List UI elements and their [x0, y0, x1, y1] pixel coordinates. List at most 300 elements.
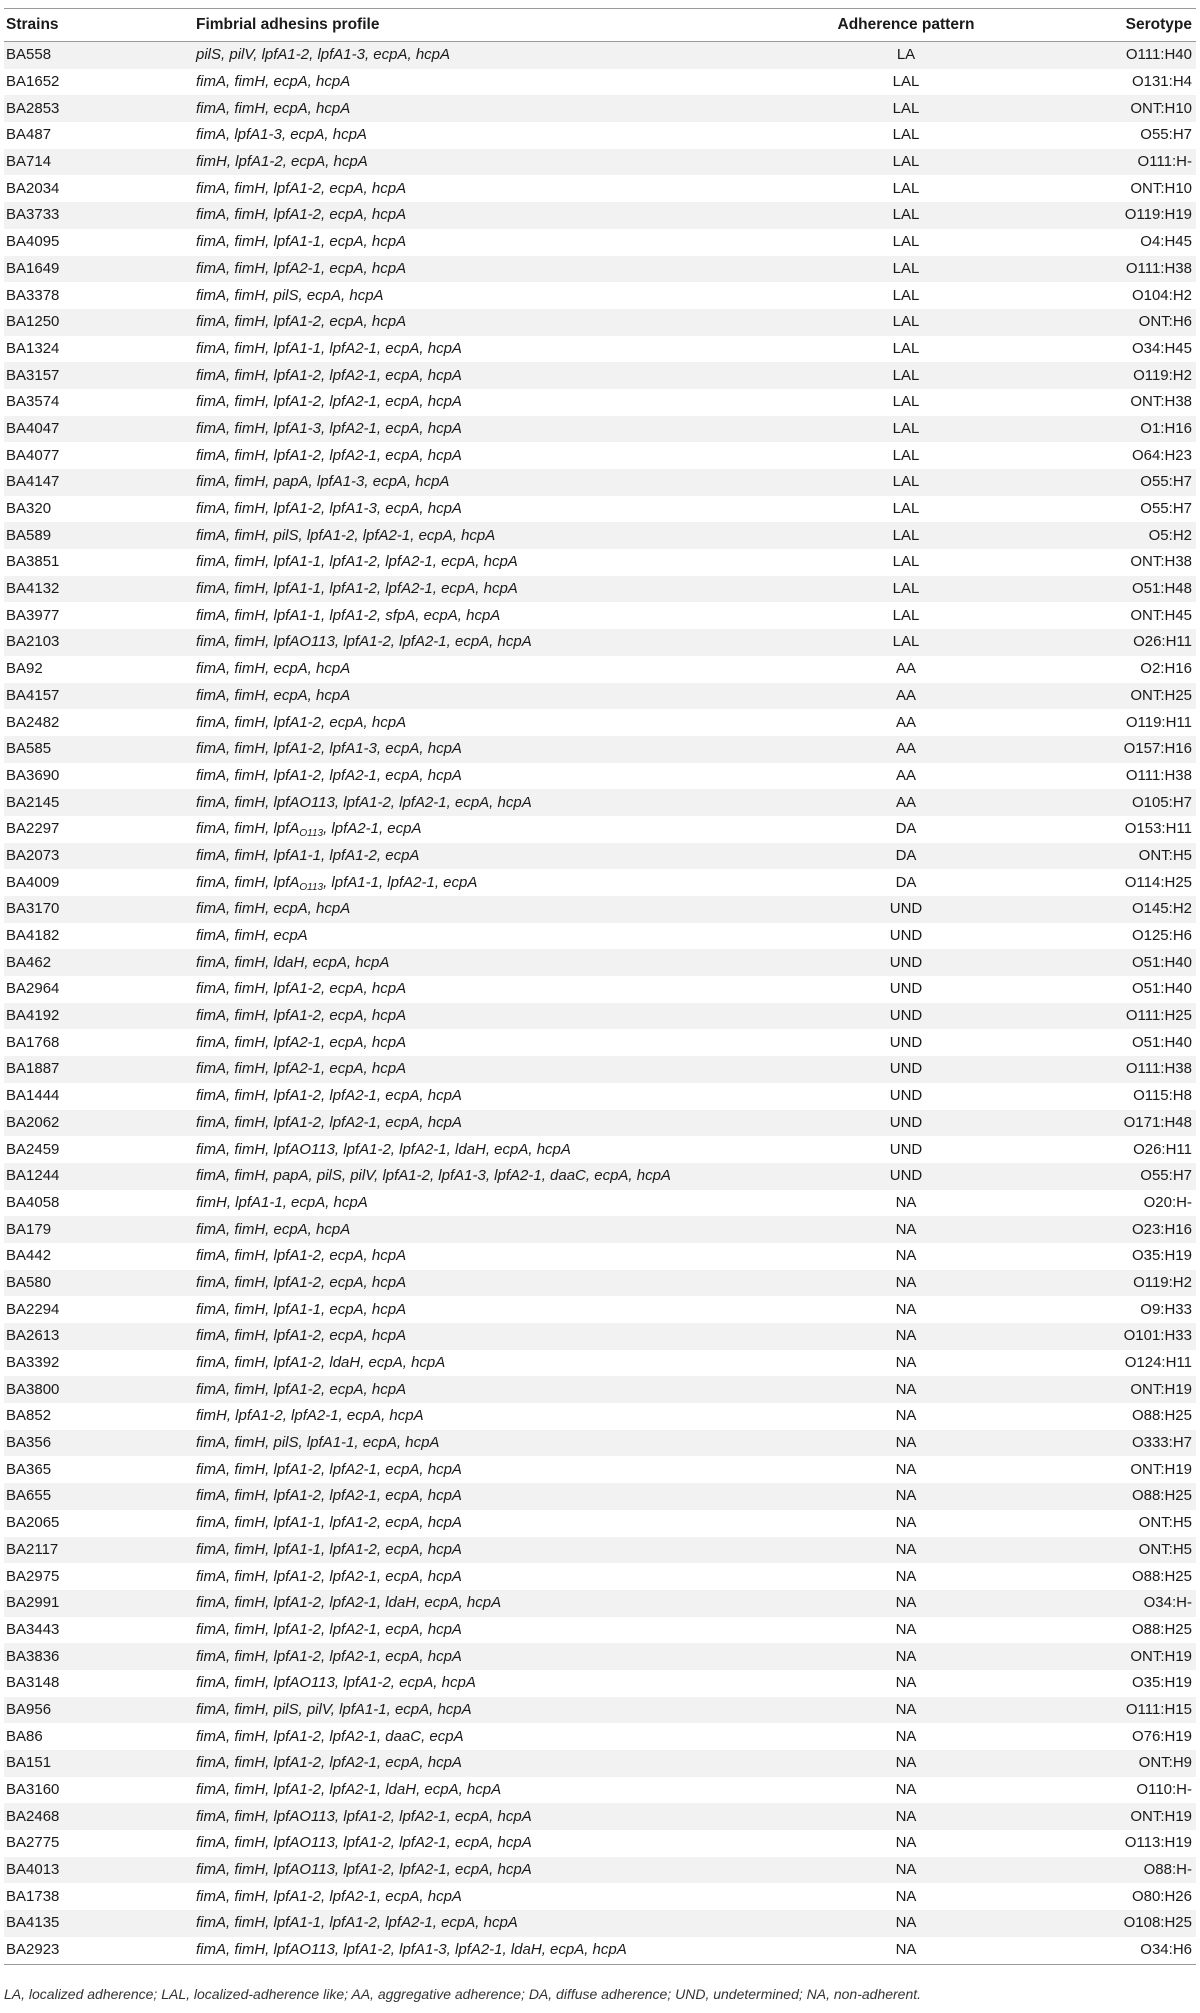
cell-strain: BA1250: [4, 309, 196, 336]
cell-profile: fimA, fimH, lpfA1-2, lpfA2-1, ecpA, hcpA: [196, 1087, 462, 1105]
cell-strain: BA2613: [4, 1323, 196, 1350]
table-row: [4, 1830, 1196, 1857]
cell-pattern: NA: [895, 1887, 917, 1905]
cell-strain: BA4182: [6, 927, 60, 945]
cell-strain: BA3836: [4, 1643, 196, 1670]
cell-profile: fimA, fimH, lpfA1-1, ecpA, hcpA: [196, 233, 407, 251]
cell-serotype: O88:H25: [1131, 1620, 1192, 1638]
cell-profile: fimA, fimH, lpfA1-1, lpfA1-2, ecpA, hcpA: [196, 1537, 756, 1564]
cell-profile: fimA, fimH, lpfA1-2, ecpA, hcpA: [196, 1247, 407, 1265]
cell-pattern: NA: [756, 1376, 1056, 1403]
cell-strain: BA2145: [4, 789, 196, 816]
cell-serotype: O88:H25: [1131, 1407, 1192, 1425]
cell-serotype: O111:H38: [1125, 766, 1192, 784]
cell-pattern: AA: [895, 713, 916, 731]
cell-profile: fimA, fimH, lpfA1-1, lpfA1-2, lpfA2-1, ecpA, hcpA: [196, 553, 518, 571]
cell-profile: fimA, fimH, lpfA1-2, ldaH, ecpA, hcpA: [196, 1354, 446, 1372]
cell-serotype: O88:H25: [1056, 1483, 1196, 1510]
cell-pattern: UND: [889, 927, 923, 945]
table-row: [4, 923, 1196, 950]
cell-serotype: ONT:H5: [1056, 1537, 1196, 1564]
table-row: [4, 1270, 1196, 1297]
cell-profile: fimA, fimH, lpfA1-2, ecpA, hcpA: [196, 1376, 756, 1403]
cell-strain: BA4157: [4, 683, 196, 710]
cell-serotype: O55:H7: [1056, 1163, 1196, 1190]
cell-profile: fimA, fimH, lpfA1-2, ecpA, hcpA: [196, 202, 756, 229]
cell-pattern: NA: [895, 1567, 917, 1585]
cell-profile: fimH, lpfA1-2, lpfA2-1, ecpA, hcpA: [196, 1407, 424, 1425]
cell-pattern: NA: [756, 1910, 1056, 1937]
cell-profile: fimA, fimH, lpfA1-2, lpfA2-1, ecpA, hcpA: [196, 1110, 756, 1137]
cell-pattern: LAL: [756, 95, 1056, 122]
cell-serotype: O76:H19: [1131, 1727, 1192, 1745]
cell-pattern: NA: [756, 1590, 1056, 1617]
cell-profile: fimA, fimH, lpfAO113, lpfA1-2, lpfA1-3, lpfA2-1, ldaH, ecpA, hcpA: [196, 1937, 756, 1964]
cell-pattern: NA: [895, 1620, 917, 1638]
cell-strain: BA1244: [4, 1163, 196, 1190]
cell-serotype: O119:H2: [1056, 362, 1196, 389]
table-row: [4, 1670, 1196, 1697]
table-row: [4, 469, 1196, 496]
cell-profile: fimA, fimH, lpfA1-1, lpfA1-2, ecpA: [196, 843, 756, 870]
cell-pattern: UND: [756, 1003, 1056, 1030]
table-row: [4, 976, 1196, 1003]
table-row: [4, 309, 1196, 336]
cell-serotype: O20:H-: [1143, 1193, 1192, 1211]
cell-strain: BA4077: [6, 446, 60, 464]
cell-profile: fimA, fimH, lpfA1-2, ecpA, hcpA: [196, 1003, 756, 1030]
cell-pattern: LA: [756, 42, 1056, 69]
cell-pattern: NA: [756, 1643, 1056, 1670]
cell-serotype: O119:H2: [1056, 1270, 1196, 1297]
table-row: [4, 1483, 1196, 1510]
cell-pattern: NA: [895, 1781, 917, 1799]
table-row: [4, 442, 1196, 469]
cell-pattern: NA: [756, 1323, 1056, 1350]
cell-pattern: NA: [756, 1216, 1056, 1243]
table-row: [4, 843, 1196, 870]
cell-profile: fimA, fimH, pilS, lpfA1-2, lpfA2-1, ecpA, hcpA: [196, 522, 756, 549]
cell-profile: fimA, fimH, lpfAO113, lpfA1-2, lpfA2-1, ecpA, hcpA: [196, 1803, 756, 1830]
table-row: [4, 1216, 1196, 1243]
cell-serotype: ONT:H10: [1130, 179, 1192, 197]
cell-profile: fimA, fimH, lpfAO113, lpfA1-2, lpfA2-1, ldaH, ecpA, hcpA: [196, 1140, 571, 1158]
table-row: [4, 1910, 1196, 1937]
cell-profile: fimA, fimH, lpfA1-2, lpfA1-3, ecpA, hcpA: [196, 500, 462, 518]
cell-strain: BA2117: [4, 1537, 196, 1564]
table-row: [4, 175, 1196, 202]
table-header-row: [4, 9, 1196, 42]
table-row: [4, 69, 1196, 96]
cell-profile: fimA, fimH, lpfAO113, lpfA1-2, lpfA2-1, ecpA, hcpA: [196, 629, 756, 656]
cell-profile: fimA, fimH, lpfA1-2, lpfA1-3, ecpA, hcpA: [196, 736, 756, 763]
cell-pattern: NA: [756, 1697, 1056, 1724]
cell-profile: fimA, fimH, lpfA1-2, lpfA2-1, ecpA, hcpA: [196, 1750, 756, 1777]
cell-pattern: NA: [895, 1247, 917, 1265]
cell-serotype: O110:H-: [1136, 1781, 1192, 1799]
cell-pattern: LAL: [756, 256, 1056, 283]
cell-pattern: NA: [756, 1750, 1056, 1777]
table-row: [4, 122, 1196, 149]
cell-serotype: O108:H25: [1056, 1910, 1196, 1937]
cell-profile: fimA, fimH, lpfA1-2, lpfA2-1, ecpA, hcpA: [196, 1567, 462, 1585]
cell-strain: BA86: [6, 1727, 43, 1745]
cell-strain: BA3148: [6, 1674, 60, 1692]
cell-profile: fimA, fimH, lpfA2-1, ecpA, hcpA: [196, 1033, 407, 1051]
cell-profile: fimA, fimH, lpfA1-1, lpfA2-1, ecpA, hcpA: [196, 339, 462, 357]
cell-serotype: ONT:H9: [1056, 1750, 1196, 1777]
cell-serotype: ONT:H19: [1130, 1460, 1192, 1478]
cell-pattern: LAL: [756, 149, 1056, 176]
cell-serotype: O157:H16: [1056, 736, 1196, 763]
cell-pattern: UND: [889, 980, 923, 998]
cell-profile: fimA, fimH, pilS, pilV, lpfA1-1, ecpA, hcpA: [196, 1697, 756, 1724]
cell-pattern: UND: [756, 896, 1056, 923]
table-row: [4, 1430, 1196, 1457]
cell-strain: BA3690: [6, 766, 60, 784]
cell-strain: BA1652: [6, 73, 60, 91]
cell-strain: BA4013: [4, 1857, 196, 1884]
cell-pattern: NA: [895, 1727, 917, 1745]
header-pattern: Adherence pattern: [756, 9, 1056, 42]
cell-profile: fimA, fimH, lpfA2-1, ecpA, hcpA: [196, 1056, 756, 1083]
cell-serotype: O55:H7: [1140, 500, 1192, 518]
cell-serotype: O51:H40: [1056, 949, 1196, 976]
cell-strain: BA4192: [4, 1003, 196, 1030]
cell-profile: fimA, fimH, lpfA1-2, lpfA2-1, ecpA, hcpA: [196, 1643, 756, 1670]
table-row: [4, 1323, 1196, 1350]
cell-strain: BA4135: [4, 1910, 196, 1937]
cell-pattern: LAL: [756, 576, 1056, 603]
cell-pattern: LAL: [756, 202, 1056, 229]
header-serotype: Serotype: [1056, 9, 1196, 42]
cell-strain: BA3574: [6, 393, 60, 411]
table-row: [4, 1403, 1196, 1430]
cell-serotype: O34:H6: [1056, 1937, 1196, 1964]
cell-profile: fimA, fimH, lpfA1-2, ecpA, hcpA: [196, 980, 407, 998]
cell-pattern: NA: [756, 1803, 1056, 1830]
cell-strain: BA3170: [4, 896, 196, 923]
table-row: [4, 416, 1196, 443]
table-row: [4, 709, 1196, 736]
table-row: [4, 362, 1196, 389]
cell-strain: BA4009: [6, 873, 60, 891]
table-row: [4, 1537, 1196, 1564]
cell-strain: BA3800: [4, 1376, 196, 1403]
cell-profile: fimA, fimH, papA, pilS, pilV, lpfA1-2, lpfA1-3, lpfA2-1, daaC, ecpA, hcpA: [196, 1163, 756, 1190]
cell-serotype: ONT:H45: [1130, 606, 1192, 624]
cell-strain: BA589: [4, 522, 196, 549]
cell-profile: fimA, fimH, lpfA1-2, lpfA2-1, ecpA, hcpA: [196, 1887, 462, 1905]
cell-pattern: UND: [756, 1056, 1056, 1083]
cell-serotype: O145:H2: [1056, 896, 1196, 923]
cell-strain: BA4095: [6, 233, 60, 251]
table-row: [4, 1083, 1196, 1110]
cell-pattern: NA: [756, 1537, 1056, 1564]
cell-profile: fimA, fimH, lpfA$_{O113}$, lpfA1-1, lpfA2-1, ecpA: [196, 873, 478, 893]
cell-profile: fimA, fimH, lpfA1-2, ecpA, hcpA: [196, 1323, 756, 1350]
table-row: [4, 1563, 1196, 1590]
cell-profile: fimA, fimH, lpfA1-2, lpfA2-1, ecpA, hcpA: [196, 1460, 462, 1478]
cell-profile: fimA, fimH, lpfA1-2, lpfA2-1, ecpA, hcpA: [196, 362, 756, 389]
table-row: [4, 602, 1196, 629]
cell-serotype: ONT:H5: [1138, 1514, 1192, 1532]
cell-serotype: O111:H38: [1056, 1056, 1196, 1083]
cell-serotype: O1:H16: [1056, 416, 1196, 443]
cell-profile: fimA, fimH, ecpA: [196, 927, 308, 945]
cell-pattern: NA: [756, 1937, 1056, 1964]
cell-serotype: O171:H48: [1056, 1110, 1196, 1137]
cell-pattern: LAL: [756, 362, 1056, 389]
cell-serotype: O55:H7: [1056, 469, 1196, 496]
table-row: [4, 683, 1196, 710]
cell-serotype: O23:H16: [1056, 1216, 1196, 1243]
fimbrial-adhesins-table: [4, 8, 1196, 1965]
cell-profile: fimA, fimH, lpfA$_{O113}$, lpfA2-1, ecpA: [196, 820, 422, 840]
cell-profile: fimA, fimH, ecpA, hcpA: [196, 95, 756, 122]
table-row: [4, 1643, 1196, 1670]
cell-strain: BA2482: [6, 713, 60, 731]
cell-strain: BA462: [4, 949, 196, 976]
cell-profile: fimA, fimH, ldaH, ecpA, hcpA: [196, 949, 756, 976]
cell-strain: BA2062: [4, 1110, 196, 1137]
cell-pattern: LAL: [892, 126, 920, 144]
cell-pattern: LAL: [892, 553, 920, 571]
table-row: [4, 736, 1196, 763]
cell-strain: BA2468: [4, 1803, 196, 1830]
table-row: [4, 1296, 1196, 1323]
table-row: [4, 389, 1196, 416]
table-row: [4, 522, 1196, 549]
cell-pattern: NA: [895, 1407, 917, 1425]
cell-serotype: O51:H48: [1056, 576, 1196, 603]
cell-pattern: NA: [756, 1483, 1056, 1510]
table-row: [4, 1883, 1196, 1910]
table-row: [4, 763, 1196, 790]
table-row: [4, 1937, 1196, 1964]
table-row: [4, 149, 1196, 176]
table-body: [4, 42, 1196, 1965]
cell-profile: fimA, fimH, ecpA, hcpA: [196, 896, 756, 923]
cell-strain: BA2065: [6, 1514, 60, 1532]
cell-pattern: UND: [756, 1163, 1056, 1190]
cell-profile: fimA, fimH, lpfA2-1, ecpA, hcpA: [196, 256, 756, 283]
cell-pattern: LAL: [892, 500, 920, 518]
cell-pattern: AA: [895, 766, 916, 784]
cell-serotype: O114:H25: [1124, 873, 1192, 891]
cell-pattern: AA: [756, 736, 1056, 763]
cell-strain: BA3977: [6, 606, 60, 624]
cell-profile: fimA, fimH, lpfAO113, lpfA1-2, lpfA2-1, ecpA, hcpA: [196, 1857, 756, 1884]
table-row: [4, 336, 1196, 363]
cell-strain: BA2073: [4, 843, 196, 870]
cell-strain: BA2459: [6, 1140, 60, 1158]
cell-serotype: O105:H7: [1056, 789, 1196, 816]
cell-profile: fimA, lpfA1-3, ecpA, hcpA: [196, 126, 367, 144]
cell-strain: BA2297: [6, 820, 60, 838]
cell-serotype: O5:H2: [1056, 522, 1196, 549]
cell-strain: BA179: [4, 1216, 196, 1243]
cell-strain: BA2775: [6, 1834, 60, 1852]
cell-strain: BA2991: [4, 1590, 196, 1617]
cell-pattern: UND: [756, 949, 1056, 976]
table-row: [4, 656, 1196, 683]
cell-strain: BA365: [6, 1460, 52, 1478]
cell-profile: fimA, fimH, lpfA1-2, lpfA2-1, ecpA, hcpA: [196, 1483, 756, 1510]
cell-pattern: AA: [756, 789, 1056, 816]
cell-strain: BA2103: [4, 629, 196, 656]
cell-serotype: O51:H40: [1131, 980, 1192, 998]
cell-strain: BA558: [4, 42, 196, 69]
cell-strain: BA2964: [6, 980, 60, 998]
cell-strain: BA3160: [6, 1781, 60, 1799]
cell-serotype: O2:H16: [1140, 660, 1192, 678]
cell-serotype: O119:H11: [1125, 713, 1192, 731]
cell-profile: fimA, fimH, lpfA1-2, lpfA2-1, ldaH, ecpA, hcpA: [196, 1781, 502, 1799]
table-row: [4, 282, 1196, 309]
cell-serotype: O111:H38: [1056, 256, 1196, 283]
cell-strain: BA580: [4, 1270, 196, 1297]
cell-strain: BA3392: [6, 1354, 60, 1372]
cell-serotype: O125:H6: [1131, 927, 1192, 945]
cell-serotype: ONT:H6: [1056, 309, 1196, 336]
cell-strain: BA714: [4, 149, 196, 176]
table-row: [4, 576, 1196, 603]
cell-pattern: LAL: [892, 179, 920, 197]
cell-strain: BA956: [4, 1697, 196, 1724]
cell-pattern: UND: [889, 1140, 923, 1158]
table-row: [4, 1003, 1196, 1030]
table-row: [4, 1777, 1196, 1804]
cell-strain: BA2294: [6, 1300, 60, 1318]
cell-profile: fimA, fimH, lpfA1-2, lpfA2-1, ecpA, hcpA: [196, 766, 462, 784]
cell-pattern: AA: [756, 683, 1056, 710]
cell-serotype: O131:H4: [1131, 73, 1192, 91]
cell-pattern: DA: [756, 843, 1056, 870]
header-strains: Strains: [4, 9, 196, 42]
table-row: [4, 896, 1196, 923]
cell-strain: BA3443: [6, 1620, 60, 1638]
table-row: [4, 1617, 1196, 1644]
cell-strain: BA4132: [4, 576, 196, 603]
cell-serotype: ONT:H38: [1130, 553, 1192, 571]
cell-profile: fimA, fimH, pilS, lpfA1-1, ecpA, hcpA: [196, 1430, 756, 1457]
cell-pattern: LAL: [892, 233, 920, 251]
cell-serotype: O64:H23: [1131, 446, 1192, 464]
cell-profile: fimA, fimH, lpfA1-3, lpfA2-1, ecpA, hcpA: [196, 416, 756, 443]
cell-strain: BA356: [4, 1430, 196, 1457]
cell-strain: BA655: [4, 1483, 196, 1510]
cell-profile: fimA, fimH, lpfA1-2, lpfA2-1, ecpA, hcpA: [196, 446, 462, 464]
table-row: [4, 869, 1196, 896]
table-row: [4, 1510, 1196, 1537]
cell-serotype: ONT:H19: [1056, 1803, 1196, 1830]
cell-strain: BA2853: [4, 95, 196, 122]
table-row: [4, 1857, 1196, 1884]
cell-pattern: NA: [895, 1674, 917, 1692]
cell-profile: fimA, fimH, lpfA1-2, lpfA2-1, daaC, ecpA: [196, 1727, 464, 1745]
cell-pattern: UND: [756, 1110, 1056, 1137]
cell-pattern: UND: [889, 1033, 923, 1051]
cell-profile: fimA, fimH, lpfA1-1, lpfA1-2, lpfA2-1, ecpA, hcpA: [196, 576, 756, 603]
cell-pattern: DA: [895, 820, 917, 838]
cell-profile: fimA, fimH, lpfA1-1, ecpA, hcpA: [196, 1300, 407, 1318]
cell-profile: fimH, lpfA1-2, ecpA, hcpA: [196, 149, 756, 176]
table-row: [4, 229, 1196, 256]
cell-pattern: LAL: [892, 606, 920, 624]
cell-strain: BA4147: [4, 469, 196, 496]
cell-serotype: O153:H11: [1124, 820, 1192, 838]
cell-profile: fimA, fimH, lpfAO113, lpfA1-2, ecpA, hcpA: [196, 1674, 476, 1692]
cell-strain: BA4058: [6, 1193, 60, 1211]
cell-strain: BA487: [6, 126, 52, 144]
cell-profile: fimA, fimH, lpfA1-1, lpfA1-2, sfpA, ecpA, hcpA: [196, 606, 501, 624]
cell-strain: BA1887: [4, 1056, 196, 1083]
cell-pattern: NA: [895, 1354, 917, 1372]
cell-strain: BA1444: [6, 1087, 60, 1105]
cell-strain: BA2034: [6, 179, 60, 197]
cell-pattern: LAL: [892, 286, 920, 304]
table-row: [4, 1803, 1196, 1830]
cell-profile: fimA, fimH, lpfAO113, lpfA1-2, lpfA2-1, ecpA, hcpA: [196, 1834, 532, 1852]
cell-serotype: ONT:H25: [1056, 683, 1196, 710]
cell-strain: BA442: [6, 1247, 52, 1265]
table-row: [4, 1136, 1196, 1163]
cell-serotype: O34:H45: [1131, 339, 1192, 357]
cell-pattern: AA: [895, 660, 916, 678]
cell-strain: BA4047: [4, 416, 196, 443]
cell-profile: fimA, fimH, ecpA, hcpA: [196, 1216, 756, 1243]
table-row: [4, 789, 1196, 816]
table-row: [4, 1750, 1196, 1777]
cell-profile: fimA, fimH, lpfA1-2, ecpA, hcpA: [196, 1270, 756, 1297]
table-row: [4, 1029, 1196, 1056]
cell-serotype: O9:H33: [1140, 1300, 1192, 1318]
cell-profile: fimA, fimH, lpfA1-1, lpfA1-2, lpfA2-1, ecpA, hcpA: [196, 1910, 756, 1937]
table-row: [4, 1110, 1196, 1137]
cell-serotype: O34:H-: [1056, 1590, 1196, 1617]
cell-serotype: O26:H11: [1133, 1140, 1192, 1158]
table-row: [4, 816, 1196, 843]
cell-serotype: O111:H-: [1056, 149, 1196, 176]
cell-strain: BA3157: [4, 362, 196, 389]
cell-serotype: O104:H2: [1131, 286, 1192, 304]
cell-pattern: LAL: [756, 469, 1056, 496]
table-row: [4, 1056, 1196, 1083]
cell-serotype: ONT:H19: [1056, 1376, 1196, 1403]
cell-serotype: O51:H40: [1131, 1033, 1192, 1051]
cell-profile: fimA, fimH, lpfA1-2, lpfA2-1, ecpA, hcpA: [196, 393, 462, 411]
cell-pattern: NA: [895, 1460, 917, 1478]
cell-strain: BA2975: [6, 1567, 60, 1585]
cell-serotype: O35:H19: [1131, 1247, 1192, 1265]
cell-strain: BA2923: [4, 1937, 196, 1964]
cell-pattern: LAL: [892, 393, 920, 411]
cell-serotype: O26:H11: [1056, 629, 1196, 656]
cell-profile: fimA, fimH, pilS, ecpA, hcpA: [196, 286, 384, 304]
cell-serotype: O119:H19: [1056, 202, 1196, 229]
cell-strain: BA320: [6, 500, 52, 518]
cell-serotype: O88:H-: [1056, 1857, 1196, 1884]
cell-profile: fimA, fimH, lpfA1-2, lpfA2-1, ecpA, hcpA: [196, 1620, 462, 1638]
cell-profile: fimA, fimH, lpfA1-2, ecpA, hcpA: [196, 309, 756, 336]
cell-pattern: LAL: [756, 629, 1056, 656]
table-row: [4, 202, 1196, 229]
cell-serotype: O35:H19: [1131, 1674, 1192, 1692]
table-row: [4, 1697, 1196, 1724]
cell-serotype: ONT:H5: [1056, 843, 1196, 870]
cell-serotype: ONT:H38: [1130, 393, 1192, 411]
